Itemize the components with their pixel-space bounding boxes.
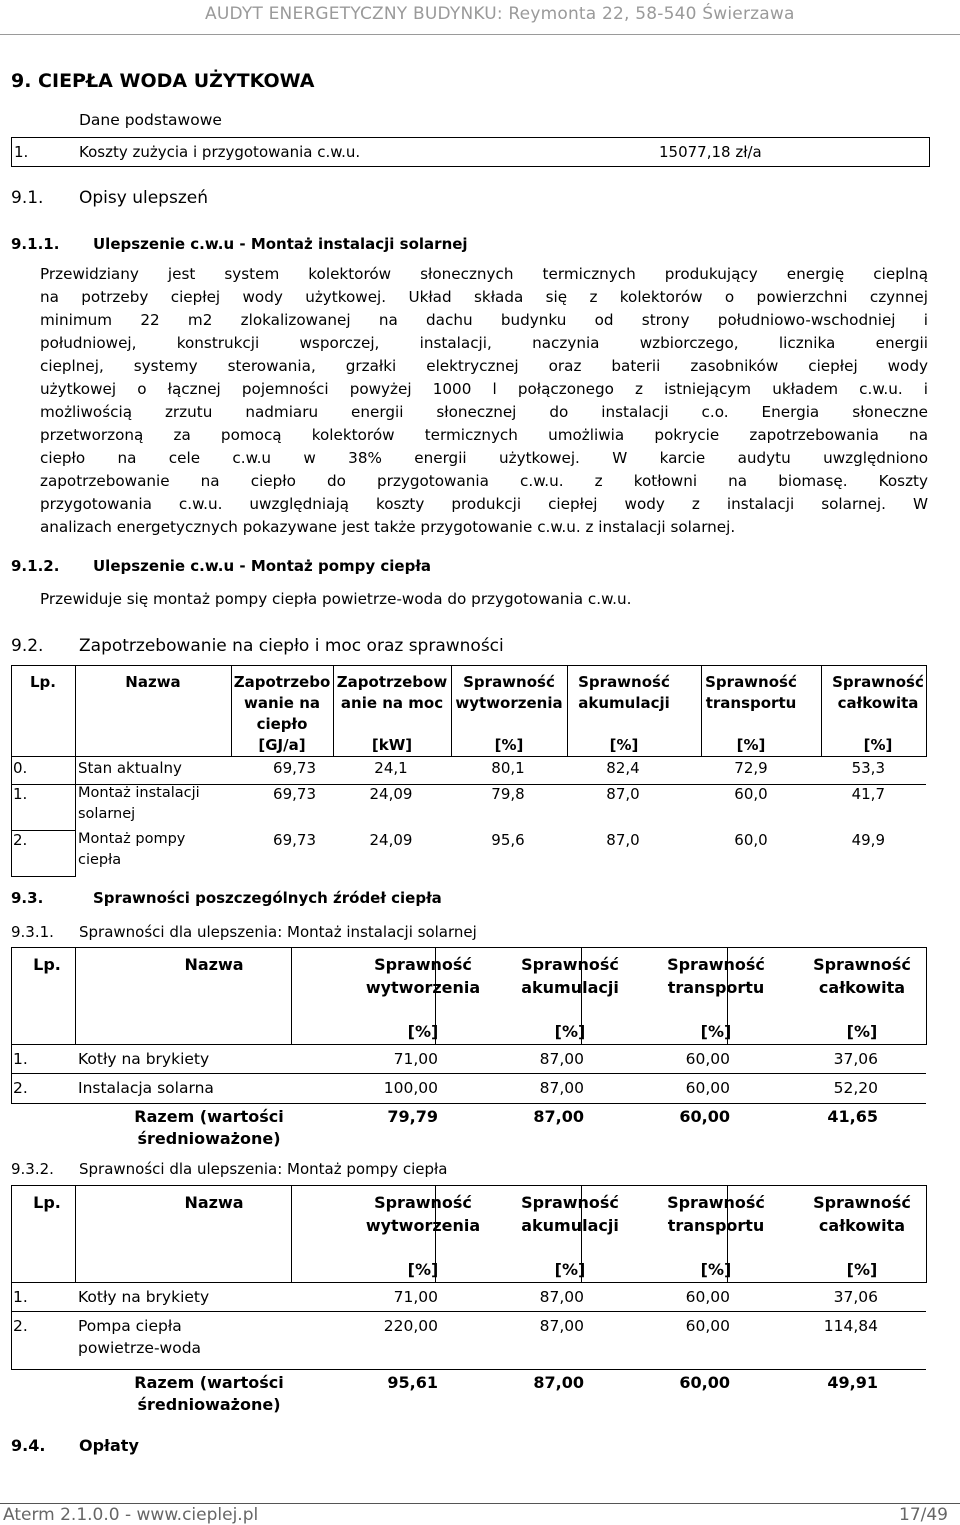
row-st: 60,00 xyxy=(685,1317,730,1335)
header-st-line: transportu xyxy=(705,694,797,712)
row-sa: 87,00 xyxy=(539,1288,584,1306)
table-vline xyxy=(75,757,76,877)
s911-title: Ulepszenie c.w.u - Montaż instalacji solarnej xyxy=(93,235,468,253)
table-hline xyxy=(11,756,926,757)
header-sc-line: [%] xyxy=(863,736,893,754)
row-sw: 220,00 xyxy=(383,1317,438,1335)
s911-paragraph xyxy=(40,263,928,539)
header-sw-line: Sprawność xyxy=(463,673,555,691)
s931-num: 9.3.1. xyxy=(11,923,54,941)
total-sa: 87,00 xyxy=(533,1107,584,1126)
s91-title: Opisy ulepszeń xyxy=(79,188,208,208)
row-sc: 41,7 xyxy=(851,785,885,803)
paragraph-line: minimum 22 m2 zlokalizowanej na dachu budynku od strony południowo-wschodniej i xyxy=(40,311,928,329)
row-sw: 71,00 xyxy=(393,1050,438,1068)
row-lp: 1. xyxy=(13,1050,28,1068)
row-name: Instalacja solarna xyxy=(78,1079,214,1097)
header-lp: Lp. xyxy=(30,673,56,691)
row-lp: 0. xyxy=(13,759,28,777)
header-sa-line: Sprawność xyxy=(521,1193,619,1212)
header-zm-line: Zapotrzebow xyxy=(336,673,448,691)
footer-rule xyxy=(0,1503,960,1504)
header-st-line: Sprawność xyxy=(667,1193,765,1212)
table-hline xyxy=(11,947,926,948)
row-sa: 87,0 xyxy=(606,831,640,849)
table-vline xyxy=(11,1311,12,1370)
row-sa: 87,00 xyxy=(539,1079,584,1097)
header-sw-line: Sprawność xyxy=(374,955,472,974)
total-sc: 41,65 xyxy=(827,1107,878,1126)
total-st: 60,00 xyxy=(679,1373,730,1392)
header-sa-line: akumulacji xyxy=(521,978,619,997)
header-sw-line: wytworzenia xyxy=(365,978,481,997)
row-sw: 80,1 xyxy=(491,759,525,777)
demand-table xyxy=(11,665,926,883)
table-hline xyxy=(11,1073,926,1074)
row-name: Montaż instalacji xyxy=(78,785,200,801)
total-label-line: średnioważone) xyxy=(137,1395,281,1414)
total-sw: 95,61 xyxy=(387,1373,438,1392)
paragraph-line: zapotrzebowanie na ciepło do przygotowania c.w.u. z kotłowni na biomasę. Koszty xyxy=(40,472,928,490)
header-sc-unit: [%] xyxy=(846,1260,878,1279)
row-sc: 49,9 xyxy=(851,831,885,849)
row-zc: 69,73 xyxy=(273,759,316,777)
s911-num: 9.1.1. xyxy=(11,235,60,253)
paragraph-line: przygotowania c.w.u. uwzględniają koszty produkcji ciepłej wody z instalacji solarnej. W xyxy=(40,495,928,513)
s92-num: 9.2. xyxy=(11,636,44,656)
s93-num: 9.3. xyxy=(11,889,44,907)
paragraph-line: analizach energetycznych pokazywane jest także przygotowanie c.w.u. z instalacji solarnej. xyxy=(40,518,736,536)
basic-value: 15077,18 zł/a xyxy=(659,143,762,161)
header-rule xyxy=(0,34,960,35)
header-sw-line: Sprawność xyxy=(374,1193,472,1212)
header-st-unit: [%] xyxy=(700,1260,732,1279)
row-zm: 24,09 xyxy=(369,785,413,803)
paragraph-line: Przewidziany jest system kolektorów słonecznych termicznych produkujący energię cieplną xyxy=(40,265,928,283)
row-st: 60,0 xyxy=(734,831,768,849)
header-st-line: Sprawność xyxy=(705,673,797,691)
header-sa-line: akumulacji xyxy=(521,1216,619,1235)
s932-num: 9.3.2. xyxy=(11,1160,54,1178)
row-zc: 69,73 xyxy=(273,831,316,849)
row-zc: 69,73 xyxy=(273,785,316,803)
header-sa-line: akumulacji xyxy=(578,694,670,712)
table-hline xyxy=(11,665,926,666)
row-zm: 24,09 xyxy=(369,831,413,849)
table-vline xyxy=(291,947,292,1045)
header-sc-line: całkowita xyxy=(818,978,906,997)
total-label-line: Razem (wartości xyxy=(134,1107,284,1126)
basic-label: Koszty zużycia i przygotowania c.w.u. xyxy=(79,143,361,161)
header-sw-line: wytworzenia xyxy=(455,694,563,712)
paragraph-line: ciepło na cele c.w.u w 38% energii użytkowej. W karcie audytu uwzględniono xyxy=(40,449,928,467)
header-lp: Lp. xyxy=(33,955,61,974)
row-sc: 53,3 xyxy=(851,759,885,777)
header-sc-line: całkowita xyxy=(837,694,919,712)
row-sa: 82,4 xyxy=(606,759,640,777)
s912-num: 9.1.2. xyxy=(11,557,60,575)
row-zm: 24,1 xyxy=(374,759,408,777)
table-vline xyxy=(11,1185,12,1283)
header-sw-line: wytworzenia xyxy=(365,1216,481,1235)
efficiency-table-solar xyxy=(11,947,926,1160)
footer-left: Aterm 2.1.0.0 - www.cieplej.pl xyxy=(3,1505,259,1525)
row-st: 60,00 xyxy=(685,1288,730,1306)
header-zc-line: ciepło xyxy=(256,715,308,733)
row-sc: 114,84 xyxy=(823,1317,878,1335)
row-name: solarnej xyxy=(78,806,136,822)
total-label-line: Razem (wartości xyxy=(134,1373,284,1392)
header-zc-line: Zapotrzebo xyxy=(233,673,331,691)
row-st: 60,00 xyxy=(685,1050,730,1068)
table-vline xyxy=(11,1282,12,1312)
row-sc: 52,20 xyxy=(833,1079,878,1097)
header-name: Nazwa xyxy=(125,673,181,691)
basic-num: 1. xyxy=(14,143,29,161)
row-name: Kotły na brykiety xyxy=(78,1288,210,1306)
header-sw-unit: [%] xyxy=(407,1260,439,1279)
header-name: Nazwa xyxy=(184,955,244,974)
s94-title: Opłaty xyxy=(79,1436,139,1455)
paragraph-line: cieplnej, systemy sterowania, grzałki elektrycznej oraz baterii zasobników ciepłej wody xyxy=(40,357,928,375)
total-sa: 87,00 xyxy=(533,1373,584,1392)
s931-title: Sprawności dla ulepszenia: Montaż instalacji solarnej xyxy=(79,923,477,941)
section-title: 9. CIEPŁA WODA UŻYTKOWA xyxy=(11,70,315,92)
header-sa-unit: [%] xyxy=(554,1260,586,1279)
section-subtitle: Dane podstawowe xyxy=(79,111,222,129)
row-name: Kotły na brykiety xyxy=(78,1050,210,1068)
header-zc-line: [GJ/a] xyxy=(258,736,306,754)
table-vline xyxy=(11,1073,12,1104)
header-zm-line: anie na moc xyxy=(340,694,444,712)
header-st-line: transportu xyxy=(667,1216,765,1235)
table-vline xyxy=(291,1185,292,1283)
header-sa-line: [%] xyxy=(609,736,639,754)
footer-page: 17/49 xyxy=(899,1505,948,1525)
row-name: Montaż pompy xyxy=(78,831,186,847)
s932-title: Sprawności dla ulepszenia: Montaż pompy ciepła xyxy=(79,1160,448,1178)
header-sc-line: całkowita xyxy=(818,1216,906,1235)
s91-num: 9.1. xyxy=(11,188,44,208)
table-vline xyxy=(11,665,12,757)
row-name: Pompa ciepła xyxy=(78,1317,182,1335)
paragraph-line: użytkowej o łącznej pojemności powyżej 1000 l połączonego z istniejącym układem c.w.u. i xyxy=(40,380,928,398)
table-hline xyxy=(11,1369,926,1370)
total-label-line: średnioważone) xyxy=(137,1129,281,1148)
table-vline xyxy=(75,665,76,757)
row-lp: 2. xyxy=(13,1317,28,1335)
header-st-line: transportu xyxy=(667,978,765,997)
table-hline xyxy=(11,1282,926,1283)
header-st-unit: [%] xyxy=(700,1022,732,1041)
row-lp: 1. xyxy=(13,1288,28,1306)
row-st: 60,00 xyxy=(685,1079,730,1097)
table-vline xyxy=(11,1044,12,1074)
header-zm-line: [kW] xyxy=(371,736,413,754)
header-sw-line: [%] xyxy=(494,736,524,754)
total-st: 60,00 xyxy=(679,1107,730,1126)
row-sw: 100,00 xyxy=(383,1079,438,1097)
total-sw: 79,79 xyxy=(387,1107,438,1126)
table-hline xyxy=(11,1311,926,1312)
row-name: ciepła xyxy=(78,852,122,868)
table-hline xyxy=(11,876,75,877)
row-name: Stan aktualny xyxy=(78,759,182,777)
header-sc-line: Sprawność xyxy=(832,673,924,691)
row-sa: 87,00 xyxy=(539,1317,584,1335)
header-name: Nazwa xyxy=(184,1193,244,1212)
page-header: AUDYT ENERGETYCZNY BUDYNKU: Reymonta 22, 58-540 Świerzawa xyxy=(205,4,795,24)
row-lp: 1. xyxy=(13,785,28,803)
paragraph-line: możliwością zrzutu nadmiaru energii słonecznej do instalacji c.o. Energia słoneczne xyxy=(40,403,928,421)
row-sa: 87,00 xyxy=(539,1050,584,1068)
header-zc-line: wanie na xyxy=(244,694,320,712)
paragraph-line: na potrzeby ciepłej wody użytkowej. Układ składa się z kolektorów o powierzchni czynnej xyxy=(40,288,928,306)
efficiency-table-heatpump xyxy=(11,1185,926,1416)
s94-num: 9.4. xyxy=(11,1436,46,1455)
header-sw-unit: [%] xyxy=(407,1022,439,1041)
header-sa-line: Sprawność xyxy=(521,955,619,974)
s912-title: Ulepszenie c.w.u - Montaż pompy ciepła xyxy=(93,557,432,575)
total-sc: 49,91 xyxy=(827,1373,878,1392)
table-vline xyxy=(11,757,12,877)
row-sa: 87,0 xyxy=(606,785,640,803)
header-sa-unit: [%] xyxy=(554,1022,586,1041)
row-sw: 79,8 xyxy=(491,785,525,803)
row-sc: 37,06 xyxy=(833,1288,878,1306)
row-sw: 71,00 xyxy=(393,1288,438,1306)
row-st: 60,0 xyxy=(734,785,768,803)
s93-title: Sprawności poszczególnych źródeł ciepła xyxy=(93,889,442,907)
header-sa-line: Sprawność xyxy=(578,673,670,691)
row-sw: 95,6 xyxy=(491,831,525,849)
paragraph-line: południowej, konstrukcji wsporczej, instalacji, naczynia wzbiorczego, licznika energii xyxy=(40,334,928,352)
table-hline xyxy=(11,1044,926,1045)
paragraph-line: przetworzoną za pomocą kolektorów termicznych umożliwia pokrycie zapotrzebowania na xyxy=(40,426,928,444)
row-lp: 2. xyxy=(13,1079,28,1097)
header-sc-unit: [%] xyxy=(846,1022,878,1041)
table-hline xyxy=(11,1185,926,1186)
row-sc: 37,06 xyxy=(833,1050,878,1068)
header-lp: Lp. xyxy=(33,1193,61,1212)
s92-title: Zapotrzebowanie na ciepło i moc oraz sprawności xyxy=(79,636,504,656)
table-hline xyxy=(11,1103,926,1104)
row-name: powietrze-woda xyxy=(78,1339,202,1357)
header-st-line: Sprawność xyxy=(667,955,765,974)
header-sc-line: Sprawność xyxy=(813,955,911,974)
row-lp: 2. xyxy=(13,831,28,849)
s912-text: Przewiduje się montaż pompy ciepła powietrze-woda do przygotowania c.w.u. xyxy=(40,590,632,608)
row-st: 72,9 xyxy=(734,759,768,777)
header-st-line: [%] xyxy=(736,736,766,754)
table-vline xyxy=(11,947,12,1045)
basic-data-table xyxy=(11,137,930,167)
header-sc-line: Sprawność xyxy=(813,1193,911,1212)
